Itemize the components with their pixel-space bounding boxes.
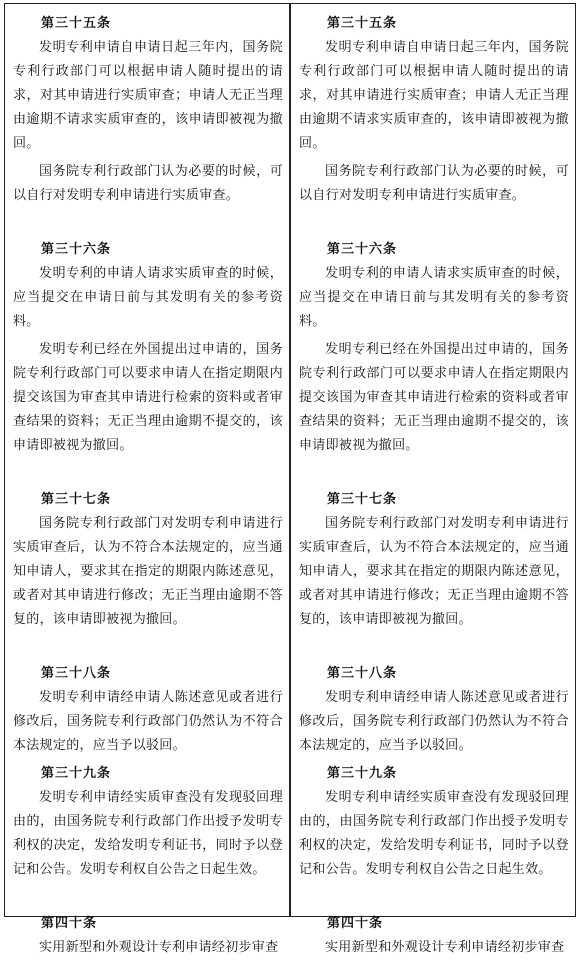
article-title: 第三十七条	[327, 492, 398, 507]
article-title: 第三十五条	[327, 16, 398, 31]
article-37	[299, 488, 569, 632]
article-paragraph: 发明专利申请经实质审查没有发现驳回理由的，由国务院专利行政部门作出授予发明专利权的决定，发给发明专利证书，同时予以登记和公告。发明专利权自公告之日起生效。	[13, 790, 283, 877]
article-title: 第三十六条	[41, 242, 112, 257]
article-36	[299, 238, 569, 458]
article-paragraph: 发明专利的申请人请求实质审查的时候，应当提交在申请日前与其发明有关的参考资料。	[299, 266, 569, 329]
article-paragraph: 发明专利的申请人请求实质审查的时候，应当提交在申请日前与其发明有关的参考资料。	[13, 266, 283, 329]
article-paragraph: 发明专利申请经实质审查没有发现驳回理由的，由国务院专利行政部门作出授予发明专利权的决定，发给发明专利证书，同时予以登记和公告。发明专利权自公告之日起生效。	[299, 790, 569, 877]
article-paragraph: 发明专利申请经申请人陈述意见或者进行修改后，国务院专利行政部门仍然认为不符合本法规定的，应当予以驳回。	[299, 690, 569, 753]
article-title: 第三十九条	[41, 766, 112, 781]
article-title: 第三十八条	[327, 666, 398, 681]
left-column	[5, 4, 291, 955]
right-column	[291, 4, 575, 955]
article-38	[299, 662, 569, 758]
article-paragraph: 实用新型和外观设计专利申请经初步审查	[325, 940, 565, 955]
article-39	[299, 762, 569, 882]
article-title: 第三十七条	[41, 492, 112, 507]
article-paragraph: 国务院专利行政部门认为必要的时候，可以自行对发明专利申请进行实质审查。	[13, 164, 283, 203]
article-title: 第三十八条	[41, 666, 112, 681]
article-paragraph: 发明专利申请经申请人陈述意见或者进行修改后，国务院专利行政部门仍然认为不符合本法规定的，应当予以驳回。	[13, 690, 283, 753]
article-title: 第三十九条	[327, 766, 398, 781]
article-paragraph: 实用新型和外观设计专利申请经初步审查	[39, 940, 279, 955]
article-35	[13, 12, 283, 208]
article-paragraph: 国务院专利行政部门对发明专利申请进行实质审查后，认为不符合本法规定的，应当通知申请人，要求其在指定的期限内陈述意见，或者对其申请进行修改；无正当理由逾期不答复的，该申请即被视为撤回。	[13, 516, 283, 627]
article-35	[299, 12, 569, 208]
article-39	[13, 762, 283, 882]
article-paragraph: 国务院专利行政部门对发明专利申请进行实质审查后，认为不符合本法规定的，应当通知申请人，要求其在指定的期限内陈述意见，或者对其申请进行修改；无正当理由逾期不答复的，该申请即被视为撤回。	[299, 516, 569, 627]
article-title: 第四十条	[327, 916, 384, 931]
article-title: 第四十条	[41, 916, 98, 931]
article-title: 第三十六条	[327, 242, 398, 257]
article-title: 第三十五条	[41, 16, 112, 31]
document-page	[4, 3, 576, 955]
article-36	[13, 238, 283, 458]
article-paragraph: 发明专利已经在外国提出过申请的，国务院专利行政部门可以要求申请人在指定期限内提交该国为审查其申请进行检索的资料或者审查结果的资料；无正当理由逾期不提交的，该申请即被视为撤回。	[13, 342, 283, 453]
article-37	[13, 488, 283, 632]
article-paragraph: 发明专利申请自申请日起三年内，国务院专利行政部门可以根据申请人随时提出的请求，对其申请进行实质审查；申请人无正当理由逾期不请求实质审查的，该申请即被视为撤回。	[13, 40, 283, 151]
article-paragraph: 发明专利申请自申请日起三年内，国务院专利行政部门可以根据申请人随时提出的请求，对其申请进行实质审查；申请人无正当理由逾期不请求实质审查的，该申请即被视为撤回。	[299, 40, 569, 151]
article-paragraph: 发明专利已经在外国提出过申请的，国务院专利行政部门可以要求申请人在指定期限内提交该国为审查其申请进行检索的资料或者审查结果的资料；无正当理由逾期不提交的，该申请即被视为撤回。	[299, 342, 569, 453]
article-38	[13, 662, 283, 758]
article-40	[299, 912, 569, 960]
article-paragraph: 国务院专利行政部门认为必要的时候，可以自行对发明专利申请进行实质审查。	[299, 164, 569, 203]
article-40	[13, 912, 283, 960]
